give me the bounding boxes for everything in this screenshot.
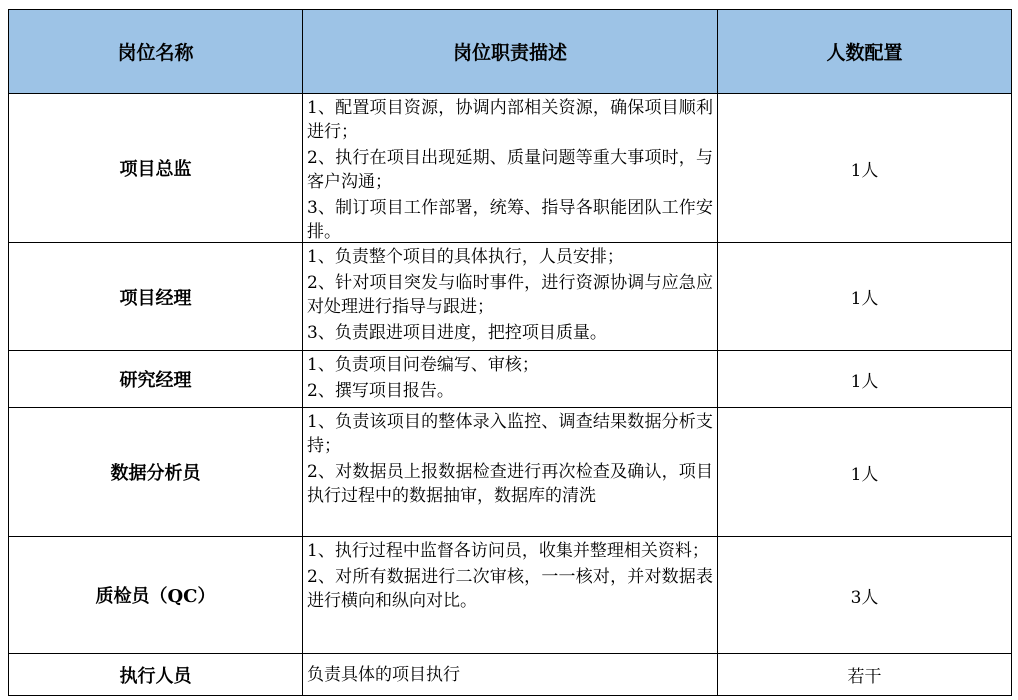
headcount: 1人 <box>718 94 1012 243</box>
headcount: 1人 <box>718 408 1012 537</box>
table-row <box>9 351 1012 408</box>
position-name: 数据分析员 <box>9 408 303 537</box>
headcount: 1人 <box>718 243 1012 351</box>
position-name: 项目经理 <box>9 243 303 351</box>
duty-line: 1、负责该项目的整体录入监控、调查结果数据分析支持； <box>307 412 713 456</box>
header-position: 岗位名称 <box>9 10 303 94</box>
headcount: 若干 <box>718 654 1012 696</box>
duty-line: 负责具体的项目执行 <box>307 664 460 685</box>
position-name: 研究经理 <box>9 351 303 408</box>
table-row <box>9 654 1012 696</box>
position-name: 执行人员 <box>9 654 303 696</box>
duty-line: 1、配置项目资源，协调内部相关资源，确保项目顺利进行； <box>307 98 713 142</box>
duty-line: 2、对所有数据进行二次审核，一一核对，并对数据表进行横向和纵向对比。 <box>307 567 713 611</box>
duties-cell <box>303 654 718 696</box>
position-name: 质检员（QC） <box>9 537 303 654</box>
duty-line: 2、对数据员上报数据检查进行再次检查及确认，项目执行过程中的数据抽审，数据库的清洗 <box>307 462 713 506</box>
duty-line: 1、负责项目问卷编写、审核； <box>307 355 539 375</box>
duties-cell <box>303 351 718 408</box>
position-name: 项目总监 <box>9 94 303 243</box>
table-row <box>9 537 1012 654</box>
duty-line: 3、制订项目工作部署，统筹、指导各职能团队工作安排。 <box>307 198 713 242</box>
headcount: 1人 <box>718 351 1012 408</box>
table-row <box>9 408 1012 537</box>
duty-line: 3、负责跟进项目进度，把控项目质量。 <box>307 323 607 343</box>
staffing-table <box>8 9 1012 696</box>
header-duties: 岗位职责描述 <box>303 10 718 94</box>
duty-line: 1、负责整个项目的具体执行，人员安排； <box>307 247 624 267</box>
duty-line: 1、执行过程中监督各访问员，收集并整理相关资料； <box>307 541 709 561</box>
header-headcount: 人数配置 <box>718 10 1012 94</box>
duties-cell <box>303 243 718 351</box>
duty-line: 2、撰写项目报告。 <box>307 381 454 401</box>
headcount: 3人 <box>718 537 1012 654</box>
duties-cell <box>303 408 718 537</box>
header-row <box>9 10 1012 94</box>
duty-line: 2、针对项目突发与临时事件，进行资源协调与应急应对处理进行指导与跟进； <box>307 273 713 317</box>
duties-cell <box>303 94 718 243</box>
table-row <box>9 243 1012 351</box>
duties-cell <box>303 537 718 654</box>
table-row <box>9 94 1012 243</box>
duty-line: 2、执行在项目出现延期、质量问题等重大事项时，与客户沟通； <box>307 148 713 192</box>
